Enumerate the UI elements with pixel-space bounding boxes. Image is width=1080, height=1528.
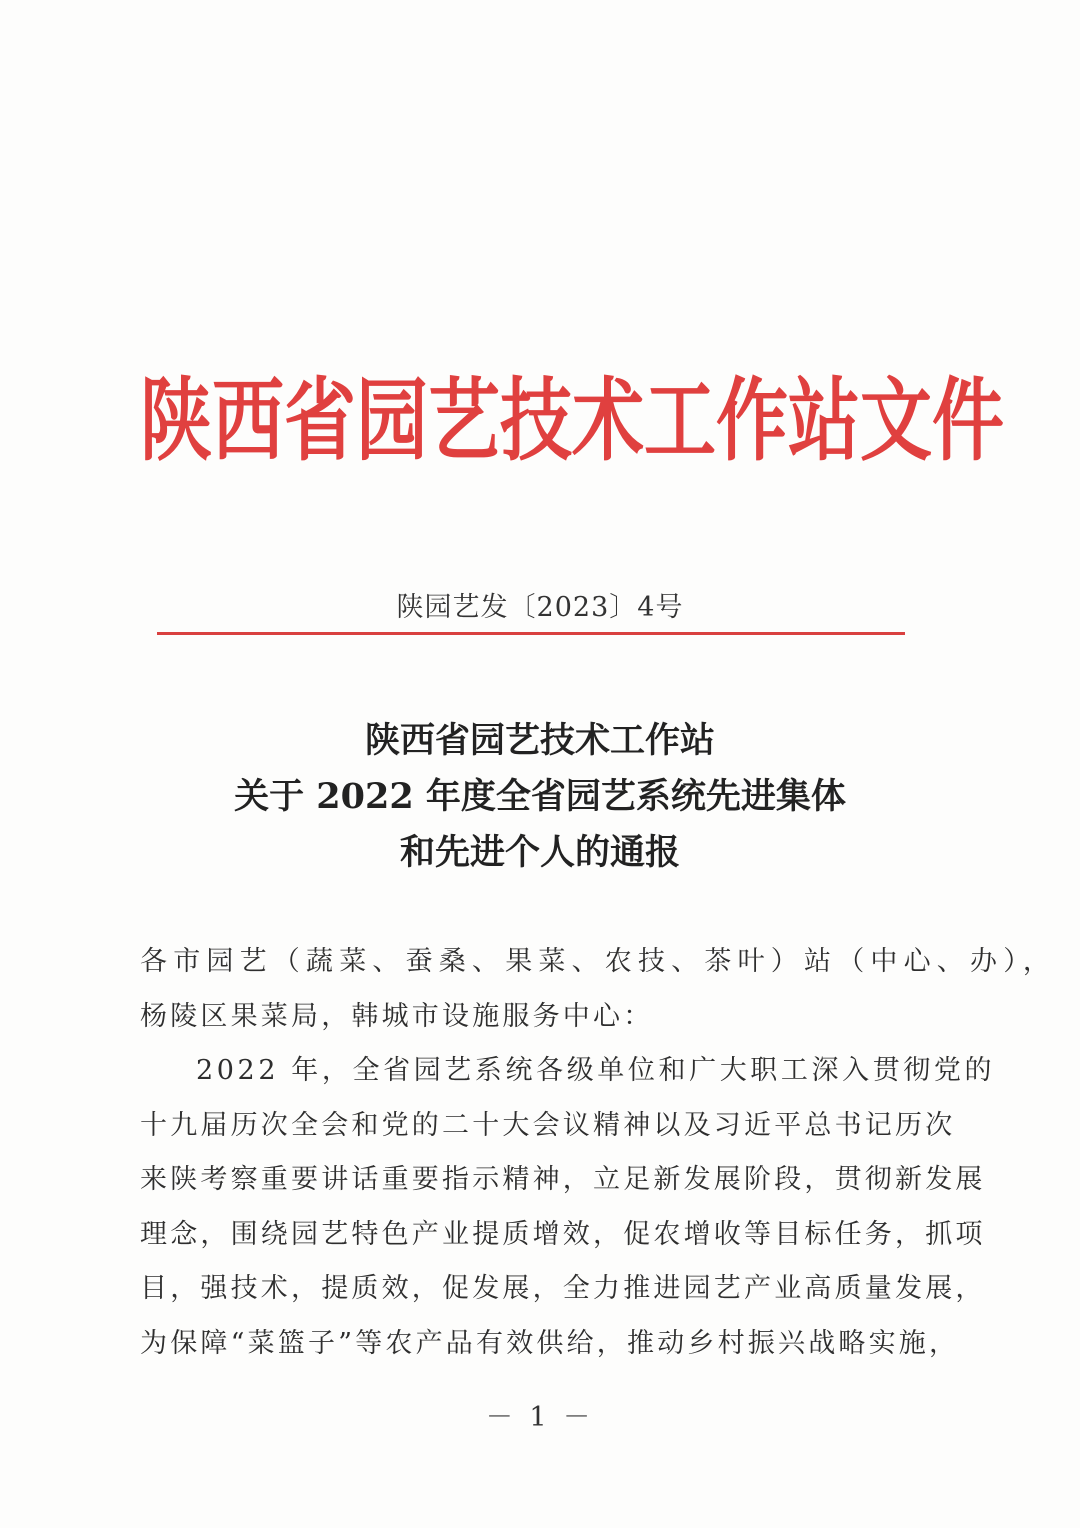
title-line-1: 陕西省园艺技术工作站	[364, 720, 715, 761]
body-line-5: 目，强技术，提质效，促发展，全力推进园艺产业高质量发展，	[140, 1273, 986, 1304]
document-number: 陕园艺发〔2023〕4号	[396, 592, 684, 623]
document-title	[0, 713, 1080, 881]
body-line-2: 十九届历次全会和党的二十大会议精神以及习近平总书记历次	[140, 1109, 956, 1141]
title-line-3: 和先进个人的通报	[399, 832, 680, 873]
body-line-6: 为保障“菜篮子”等农产品有效供给，推动乡村振兴战略实施，	[140, 1327, 960, 1359]
addressee-line-1: 各市园艺（蔬菜、蚕桑、果菜、农技、茶叶）站（中心、办），	[140, 946, 1057, 977]
body-line-3: 来陕考察重要讲话重要指示精神，立足新发展阶段，贯彻新发展	[140, 1164, 986, 1195]
title-line-2: 关于 2022 年度全省园艺系统先进集体	[234, 776, 846, 817]
document-body	[140, 935, 1057, 1371]
addressee-line-2: 杨陵区果菜局，韩城市设施服务中心：	[140, 1000, 654, 1032]
page-number: － 1 －	[485, 1402, 595, 1433]
red-header-title: 陕西省园艺技术工作站文件	[140, 367, 1005, 473]
red-divider-rule	[157, 632, 905, 635]
body-line-4: 理念，围绕园艺特色产业提质增效，促农增收等目标任务，抓项	[140, 1218, 986, 1250]
body-line-1: 2022 年，全省园艺系统各级单位和广大职工深入贯彻党的	[196, 1055, 996, 1086]
